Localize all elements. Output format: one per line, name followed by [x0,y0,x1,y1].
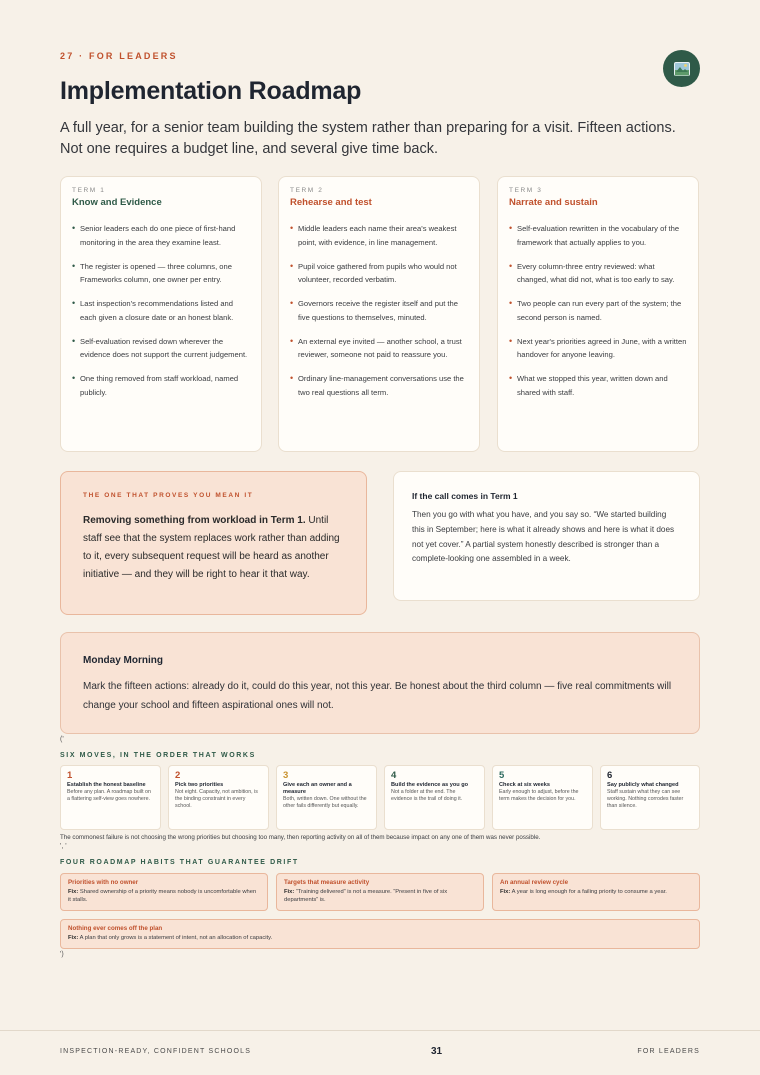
list-item: • One thing removed from staff workload, named publicly. [72,372,250,399]
move-description: Not a folder at the end. The evidence is the trail of doing it. [391,789,463,802]
list-item: • Two people can run every part of the system; the second person is named. [509,297,687,324]
move-number: 1 [67,770,73,781]
fix-label: Fix: [68,935,79,941]
habit-card-4 [60,919,700,949]
list-item: • Last inspection's recommendations listed and each given a closure date or an honest blank. [72,297,250,324]
move-card-2 [168,765,269,830]
proves-you-mean-it-callout [60,471,367,615]
move-description: Both, written down. One without the other fails differently but equally. [283,796,367,809]
habit-fix-text: A plan that only grows is a statement of intent, not an allocation of capacity. [78,935,273,941]
move-card-6 [600,765,700,830]
footer-book-title: INSPECTION-READY, CONFIDENT SCHOOLS [60,1048,252,1055]
moves-heading: SIX MOVES, IN THE ORDER THAT WORKS [60,752,256,759]
habit-fix-text: Shared ownership of a priority means nobody is uncomfortable when it stalls. [68,889,257,903]
monday-body: Mark the fifteen actions: already do it, could do this year, not this year. Be honest about the third column — five real commitments will change your school and fifteen aspirational ones will not. [83,681,672,711]
habit-card-1 [60,873,268,911]
call-card-title: If the call comes in Term 1 [412,491,518,501]
habit-fix [284,888,476,904]
list-item: • An external eye invited — another school, a trust reviewer, someone not paid to reassure you. [290,335,468,362]
habit-name: Nothing ever comes off the plan [68,925,163,932]
callout-text: Until staff see that the system replaces work rather than adding to it, every subsequent request will be heard as another initiative — and they will be right to hear it that way. [83,515,340,580]
term-name: Know and Evidence [72,197,162,208]
list-item: • Middle leaders each name their area's weakest point, with evidence, in line management. [290,222,468,249]
fix-label: Fix: [284,889,295,895]
habit-name: Priorities with no owner [68,879,139,886]
section-kicker: 27 · FOR LEADERS [60,51,178,61]
move-number: 5 [499,770,505,781]
move-name: Pick two priorities [175,782,224,788]
move-name: Establish the honest baseline [67,782,146,788]
move-card-5 [492,765,593,830]
term-card-3 [497,176,699,452]
landscape-picture-icon [663,50,700,87]
footer-section: FOR LEADERS [637,1048,700,1055]
callout-body [83,512,344,584]
callout-lead: Removing something from workload in Term 1. [83,515,306,526]
term-card-1 [60,176,262,452]
habit-name: An annual review cycle [500,879,569,886]
move-number: 2 [175,770,181,781]
page-number: 31 [431,1046,443,1057]
move-card-1 [60,765,161,830]
habit-name: Targets that measure activity [284,879,370,886]
habits-heading: FOUR ROADMAP HABITS THAT GUARANTEE DRIFT [60,859,299,866]
move-description: Early enough to adjust, before the term makes the decision for you. [499,789,579,802]
habit-fix [68,888,260,904]
term-name: Narrate and sustain [509,197,598,208]
list-item: • Self-evaluation rewritten in the vocabulary of the framework that actually applies to you. [509,222,687,249]
stray-text-mid: ', ' [60,843,67,850]
move-number: 4 [391,770,397,781]
list-item: • Senior leaders each do one piece of first-hand monitoring in the area they examine least. [72,222,250,249]
fix-label: Fix: [500,889,511,895]
habit-fix-text: “Training delivered” is not a measure. “Present in five of six departments” is. [284,889,448,903]
move-card-3 [276,765,377,830]
move-name: Check at six weeks [499,782,550,788]
habit-fix-text: A year is long enough for a failing priority to consume a year. [510,889,667,895]
commonest-failure-note: The commonest failure is not choosing the wrong priorities but choosing too many, then reporting activity on all of them because impact on any one of them was never possible. [60,834,541,841]
term-label: TERM 2 [290,187,324,194]
list-item: • Next year's priorities agreed in June, with a written handover for anyone leaving. [509,335,687,362]
term-action-list [72,222,250,399]
move-name: Say publicly what changed [607,782,679,788]
page-lede: A full year, for a senior team building the system rather than preparing for a visit. Fifteen actions. Not one requires a budget line, and several give time back. [60,120,676,157]
move-card-4 [384,765,485,830]
page-title: Implementation Roadmap [60,77,362,105]
move-description: Not eight. Capacity, not ambition, is the binding constraint in every school. [175,789,258,809]
term-card-2 [278,176,480,452]
habit-fix [68,934,692,942]
move-description: Before any plan. A roadmap built on a flattering self-view goes nowhere. [67,789,151,802]
list-item: • Governors receive the register itself and put the five questions to themselves, minuted. [290,297,468,324]
move-number: 6 [607,770,613,781]
fix-label: Fix: [68,889,79,895]
habit-card-2 [276,873,484,911]
habit-fix [500,888,692,896]
call-in-term-1-card [393,471,700,601]
list-item: • Self-evaluation revised down wherever the evidence does not support the current judgement. [72,335,250,362]
call-card-body: Then you go with what you have, and you say so. “We started building this in September; here is what it already shows and here is what it does not yet cover.” A partial system honestly described is stronger than a complete-looking one assembled in a week. [412,510,675,564]
term-label: TERM 3 [509,187,543,194]
move-number: 3 [283,770,289,781]
term-name: Rehearse and test [290,197,372,208]
move-name: Build the evidence as you go [391,782,469,788]
list-item: • Pupil voice gathered from pupils who would not volunteer, recorded verbatim. [290,260,468,287]
callout-label: THE ONE THAT PROVES YOU MEAN IT [83,492,254,499]
list-item: • What we stopped this year, written down and shared with staff. [509,372,687,399]
term-action-list [290,222,468,399]
stray-text-close: ') [60,951,64,958]
monday-morning-panel [60,632,700,734]
stray-text-open: (' [60,736,64,743]
list-item: • The register is opened — three columns, one Frameworks column, one owner per entry. [72,260,250,287]
move-name: Give each an owner and a measure [283,782,352,795]
term-action-list [509,222,687,399]
footer-divider [0,1030,760,1031]
list-item: • Every column-three entry reviewed: what changed, what did not, what is too early to say. [509,260,687,287]
monday-title: Monday Morning [83,655,163,666]
list-item: • Ordinary line-management conversations use the two real questions all term. [290,372,468,399]
term-label: TERM 1 [72,187,106,194]
move-description: Staff sustain what they can see working. Nothing corrodes faster than silence. [607,789,684,809]
habit-card-3 [492,873,700,911]
